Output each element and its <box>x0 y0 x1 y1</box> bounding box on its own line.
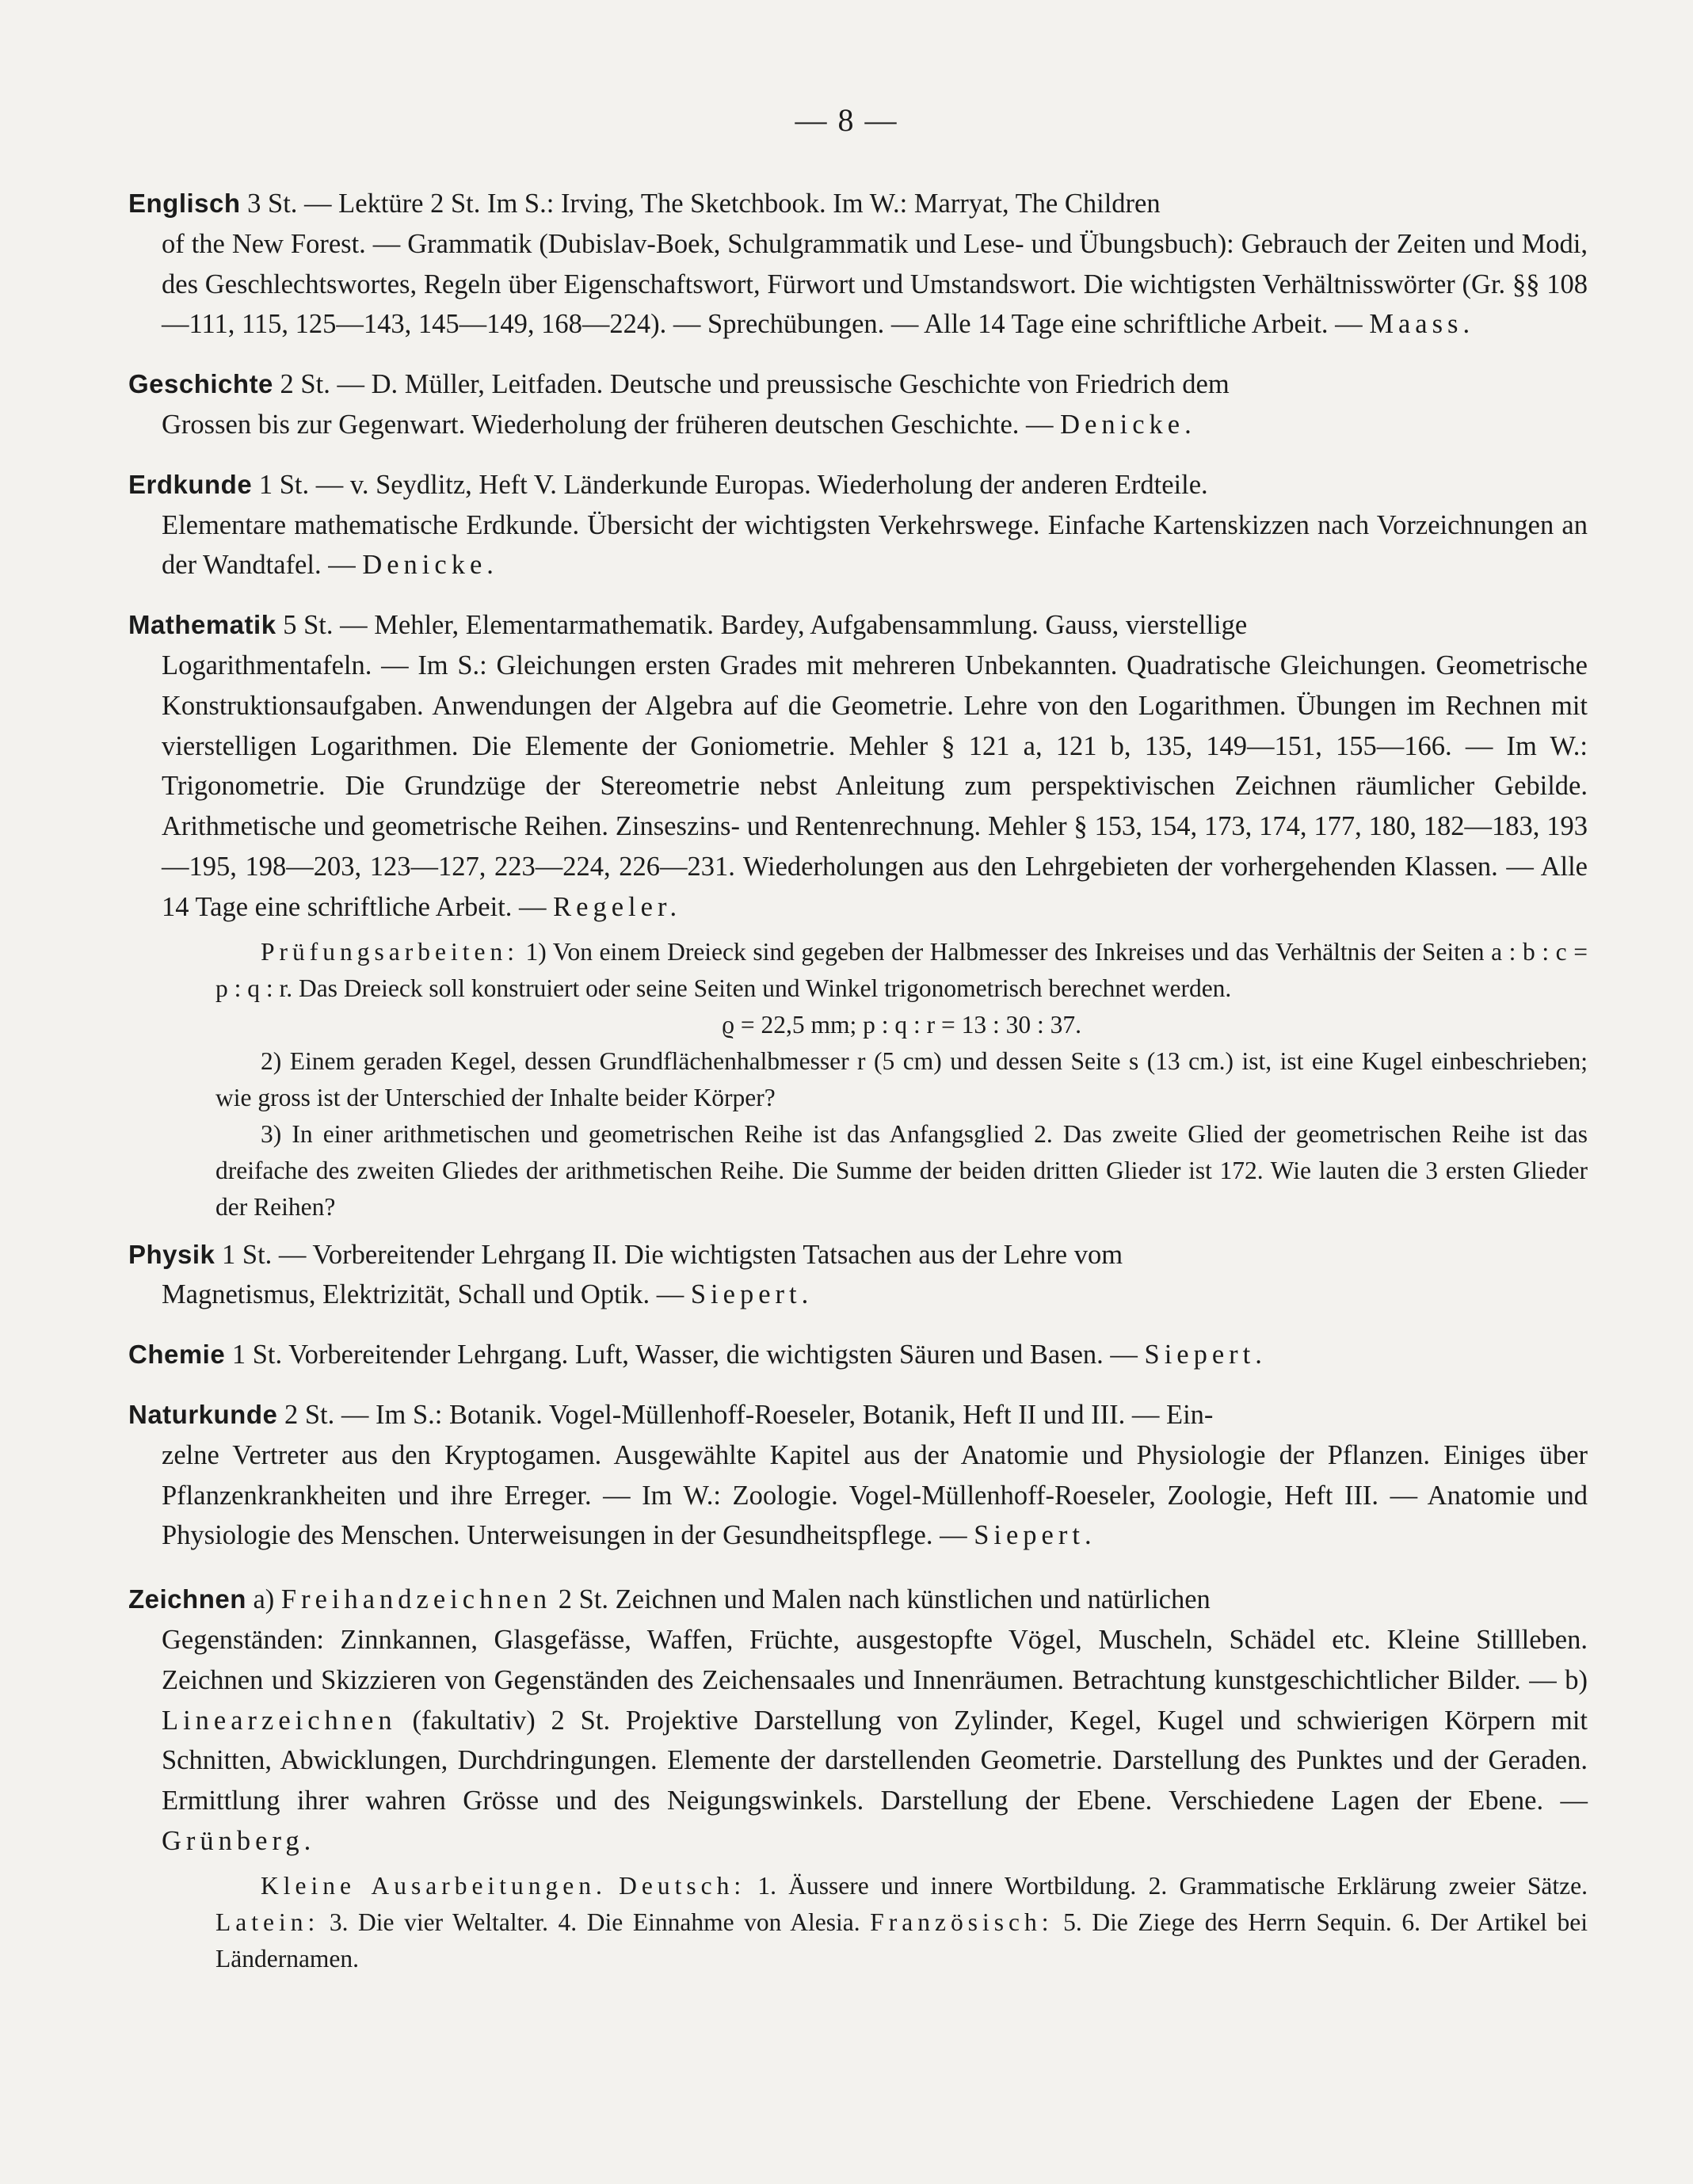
subject-heading: Naturkunde <box>128 1399 278 1429</box>
teacher-name: Regeler. <box>553 891 682 922</box>
subject-heading: Geschichte <box>128 369 273 399</box>
zeichnen-a-label: a) <box>253 1584 275 1615</box>
teacher-name: Maass. <box>1369 309 1475 340</box>
subject-heading: Chemie <box>128 1340 226 1370</box>
deutsch-text: 1. Äussere und innere Wortbildung. 2. Grammatische Erklärung zweier Sätze. <box>757 1871 1588 1900</box>
section-text: 3 St. — Lektüre 2 St. Im S.: Irving, The Sketchbook. Im W.: Marryat, The Children <box>240 189 1161 219</box>
teacher-name: Siepert. <box>974 1520 1096 1551</box>
section-text: Gegenständen: Zinnkannen, Glasgefässe, Waffen, Früchte, ausgestopfte Vögel, Muscheln, Schädel etc. Kleine Stillleben. Zeichnen und Skizzieren von Gegenständen des Zeichensaales und Innenräumen. Betrachtung kunstgeschichtlicher Bilder. — b) <box>162 1624 1588 1695</box>
section-text: 2 St. — Im S.: Botanik. Vogel-Müllenhoff-Roeseler, Botanik, Heft II und III. — Ein- <box>277 1399 1214 1430</box>
pruefung-label: Prüfungsarbeiten: <box>261 937 519 966</box>
section-text: Grossen bis zur Gegenwart. Wiederholung der früheren deutschen Geschichte. — <box>162 409 1054 440</box>
teacher-name: Grünberg. <box>162 1825 316 1856</box>
section-text: 1 St. Vorbereitender Lehrgang. Luft, Wasser, die wichtigsten Säuren und Basen. — <box>225 1340 1138 1370</box>
teacher-name: Denicke. <box>362 550 498 581</box>
section-geschichte <box>128 364 1588 445</box>
section-text: 5 St. — Mehler, Elementarmathematik. Bardey, Aufgabensammlung. Gauss, vierstellige <box>276 610 1248 641</box>
section-text: of the New Forest. — Grammatik (Dubislav-Boek, Schulgrammatik und Lese- und Übungsbuch): Gebrauch der Zeiten und Modi, des Geschlechtswortes, Regeln über Eigenschaftswort, Fürwort und Umstandswort. Die wichtigsten Verhältnisswörter (Gr. §§ 108—111, 115, 125—143, 145—149, 168—224). — Sprechübungen. — Alle 14 Tage eine schriftliche Arbeit. — <box>162 228 1588 340</box>
section-text: Logarithmentafeln. — Im S.: Gleichungen ersten Grades mit mehreren Unbekannten. Quadratische Gleichungen. Geometrische Konstruktionsaufgaben. Anwendungen der Algebra auf die Geometrie. Lehre von den Logarithmen. Übungen im Rechnen mit vierstelligen Logarithmen. Die Elemente der Goniometrie. Mehler § 121 a, 121 b, 135, 149—151, 155—166. — Im W.: Trigonometrie. Die Grundzüge der Stereometrie nebst Anleitung zum perspektivischen Zeichnen räumlicher Gebilde. Arithmetische und geometrische Reihen. Zinseszins- und Rentenrechnung. Mehler § 153, 154, 173, 174, 177, 180, 182—183, 193—195, 198—203, 123—127, 223—224, 226—231. Wiederholungen aus den Lehrgebieten der vorhergehenden Klassen. — Alle 14 Tage eine schriftliche Arbeit. — <box>162 650 1588 922</box>
teacher-name: Siepert. <box>1144 1340 1267 1370</box>
section-zeichnen <box>128 1580 1588 1862</box>
subject-heading: Mathematik <box>128 610 276 640</box>
latein-label: Latein: <box>215 1908 320 1936</box>
subject-heading: Englisch <box>128 189 241 218</box>
pruefung-task-1: 1) Von einem Dreieck sind gegeben der Halbmesser des Inkreises und das Verhältnis der Seiten a : b : c = p : q : r. Das Dreieck soll konstruiert oder seine Seiten und Winkel trigonometrisch berechnet werden. <box>215 937 1588 1002</box>
subject-heading: Physik <box>128 1239 215 1269</box>
section-mathematik <box>128 605 1588 927</box>
zeichnen-a-title: Freihandzeichnen <box>280 1584 552 1615</box>
franz-label: Französisch: <box>870 1908 1054 1936</box>
franz-text: 5. Die Ziege des Herrn Sequin. 6. Der Artikel bei Ländernamen. <box>215 1908 1588 1972</box>
section-erdkunde <box>128 465 1588 585</box>
subject-heading: Zeichnen <box>128 1584 246 1614</box>
ausarbeitungen-label: Kleine Ausarbeitungen. <box>261 1871 607 1900</box>
section-text: 1 St. — v. Seydlitz, Heft V. Länderkunde Europas. Wiederholung der anderen Erdteile. <box>252 469 1208 500</box>
section-text: zelne Vertreter aus den Kryptogamen. Ausgewählte Kapitel aus der Anatomie und Physiologie der Pflanzen. Einiges über Pflanzenkrankheiten und ihre Erreger. — Im W.: Zoologie. Vogel-Müllenhoff-Roeseler, Zoologie, Heft III. — Anatomie und Physiologie des Menschen. Unterweisungen in der Gesundheitspflege. — <box>162 1439 1588 1551</box>
kleine-ausarbeitungen <box>128 1868 1588 1977</box>
section-chemie <box>128 1335 1588 1375</box>
section-englisch <box>128 184 1588 345</box>
page-content <box>128 184 1588 1977</box>
section-text: 2 St. — D. Müller, Leitfaden. Deutsche und preussische Geschichte von Friedrich dem <box>273 369 1230 400</box>
zeichnen-b-title: Linearzeichnen <box>162 1705 397 1736</box>
pruefung-formula: ϱ = 22,5 mm; p : q : r = 13 : 30 : 37. <box>721 1010 1082 1039</box>
section-text: 1 St. — Vorbereitender Lehrgang II. Die wichtigsten Tatsachen aus der Lehre vom <box>215 1239 1123 1270</box>
deutsch-label: Deutsch: <box>619 1871 746 1900</box>
subject-heading: Erdkunde <box>128 469 253 499</box>
pruefung-task-2: 2) Einem geraden Kegel, dessen Grundflächenhalbmesser r (5 cm) und dessen Seite s (13 cm.) ist, ist eine Kugel einbeschrieben; wie gross ist der Unterschied der Inhalte beider Körper? <box>215 1046 1588 1111</box>
section-naturkunde <box>128 1395 1588 1556</box>
page-number: — 8 — <box>795 102 898 138</box>
teacher-name: Denicke. <box>1060 409 1196 440</box>
section-text: (fakultativ) 2 St. Projektive Darstellung von Zylinder, Kegel, Kugel und schwierigen Körpern mit Schnitten, Abwicklungen, Durchdringungen. Elemente der darstellenden Geometrie. Darstellung des Punktes und der Geraden. Ermittlung ihrer wahren Grösse und des Neigungswinkels. Darstellung der Ebene. Verschiedene Lagen der Ebene. — <box>162 1705 1588 1816</box>
section-text: Elementare mathematische Erdkunde. Übersicht der wichtigsten Verkehrswege. Einfache Kartenskizzen nach Vorzeichnungen an der Wandtafel. — <box>162 509 1588 581</box>
section-text: Magnetismus, Elektrizität, Schall und Optik. — <box>162 1279 684 1310</box>
latein-text: 3. Die vier Weltalter. 4. Die Einnahme von Alesia. <box>329 1908 860 1936</box>
pruefung-task-3: 3) In einer arithmetischen und geometrischen Reihe ist das Anfangsglied 2. Das zweite Glied der geometrischen Reihe ist das dreifache des zweiten Gliedes der arithmetischen Reihe. Die Summe der beiden dritten Glieder ist 172. Wie lauten die 3 ersten Glieder der Reihen? <box>215 1119 1588 1221</box>
section-text: 2 St. Zeichnen und Malen nach künstlichen und natürlichen <box>551 1584 1211 1615</box>
pruefungsarbeiten <box>128 934 1588 1225</box>
section-physik <box>128 1235 1588 1316</box>
teacher-name: Siepert. <box>690 1279 814 1310</box>
